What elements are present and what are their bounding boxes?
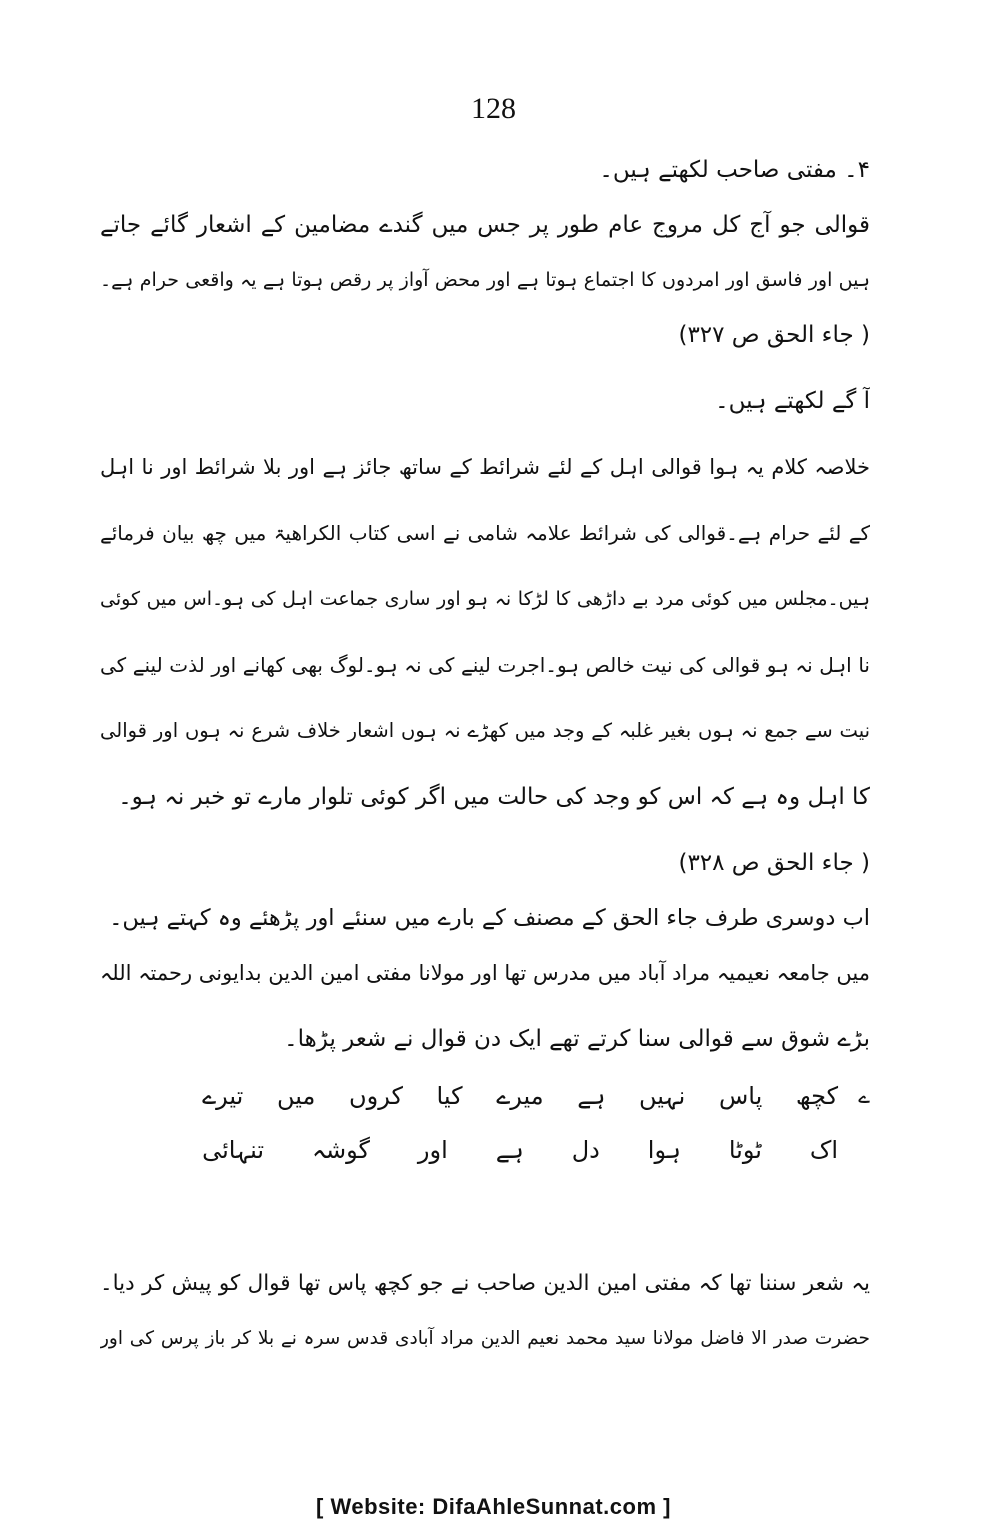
text-line: نا اہل نہ ہو قوالی کی نیت خالص ہو۔اجرت لینے کی نہ ہو۔لوگ بھی کھانے اور لذت لینے کی (100, 653, 870, 677)
text-line: ۴۔ مفتی صاحب لکھتے ہیں۔ (599, 157, 870, 183)
verse-word: میرے (496, 1082, 544, 1110)
text-line: کے لئے حرام ہے۔قوالی کی شرائط علامہ شامی نے اسی کتاب الکراھیۃ میں چھ بیان فرمائے (100, 521, 870, 545)
verse-word: ہے (577, 1082, 606, 1110)
verse-word: اک (809, 1136, 838, 1164)
text-line: آ گے لکھتے ہیں۔ (715, 388, 870, 414)
verse-word: گوشہ (311, 1136, 370, 1164)
text-line: میں جامعہ نعیمیہ مراد آباد میں مدرس تھا اور مولانا مفتی امین الدین بدایونی رحمتہ اللہ (100, 961, 870, 985)
verse-word: نہیں (639, 1082, 686, 1110)
verse-block (100, 1076, 870, 1170)
verse-word: ٹوٹا (728, 1136, 762, 1164)
verse-word: تنہائی (202, 1136, 265, 1164)
text-line: بڑے شوق سے قوالی سنا کرتے تھے ایک دن قوال نے شعر پڑھا۔ (284, 1026, 870, 1052)
text-line: کا اہل وہ ہے کہ اس کو وجد کی حالت میں اگر کوئی تلوار مارے تو خبر نہ ہو۔ (118, 784, 870, 810)
text-line: ہیں۔مجلس میں کوئی مرد بے داڑھی کا لڑکا نہ ہو اور ساری جماعت اہل کی ہو۔اس میں کوئی (100, 588, 870, 610)
verse-word: میں (276, 1082, 316, 1110)
verse-word: کیا (436, 1082, 463, 1110)
text-line: اب دوسری طرف جاء الحق کے مصنف کے بارے میں سنئے اور پڑھئے وہ کہتے ہیں۔ (109, 905, 870, 931)
page-body (100, 152, 870, 1357)
text-line: قوالی جو آج کل مروج عام طور پر جس میں گندے مضامین کے اشعار گائے جاتے (100, 212, 870, 238)
text-line: یہ شعر سننا تھا کہ مفتی امین الدین صاحب نے جو کچھ پاس تھا قوال کو پیش کر دیا۔ (100, 1271, 870, 1296)
verse-word: دل (571, 1136, 600, 1164)
verse-line-1 (202, 1076, 838, 1116)
citation: ( جاء الحق ص ۳۲۸) (678, 850, 870, 876)
text-line: خلاصہ کلام یہ ہوا قوالی اہل کے لئے شرائط کے ساتھ جائز ہے اور بلا شرائط اور نا اہل (100, 455, 870, 479)
verse-word: تیرے (202, 1082, 244, 1110)
website-footer: [ Website: DifaAhleSunnat.com ] (316, 1494, 671, 1519)
citation: ( جاء الحق ص ۳۲۷) (678, 322, 870, 348)
verse-mark: ے (858, 1084, 870, 1108)
text-line: ہیں اور فاسق اور امردوں کا اجتماع ہوتا ہے اور محض آواز پر رقص ہوتا ہے یہ واقعی حرام ہے۔ (100, 269, 870, 291)
verse-word: اور (417, 1136, 448, 1164)
verse-line-2 (202, 1130, 838, 1170)
text-line: نیت سے جمع نہ ہوں بغیر غلبہ کے وجد میں کھڑے نہ ہوں اشعار خلاف شرع نہ ہوں اور قوالی (100, 719, 870, 742)
verse-word: کچھ (795, 1082, 838, 1110)
verse-word: ہوا (647, 1136, 681, 1164)
verse-word: پاس (718, 1082, 763, 1110)
verse-word: کروں (349, 1082, 403, 1110)
text-line: حضرت صدر الا فاضل مولانا سید محمد نعیم الدین مراد آبادی قدس سرہ نے بلا کر باز پرس کی اور (100, 1328, 870, 1349)
page-number: 128 (471, 92, 516, 125)
verse-word: ہے (495, 1136, 524, 1164)
